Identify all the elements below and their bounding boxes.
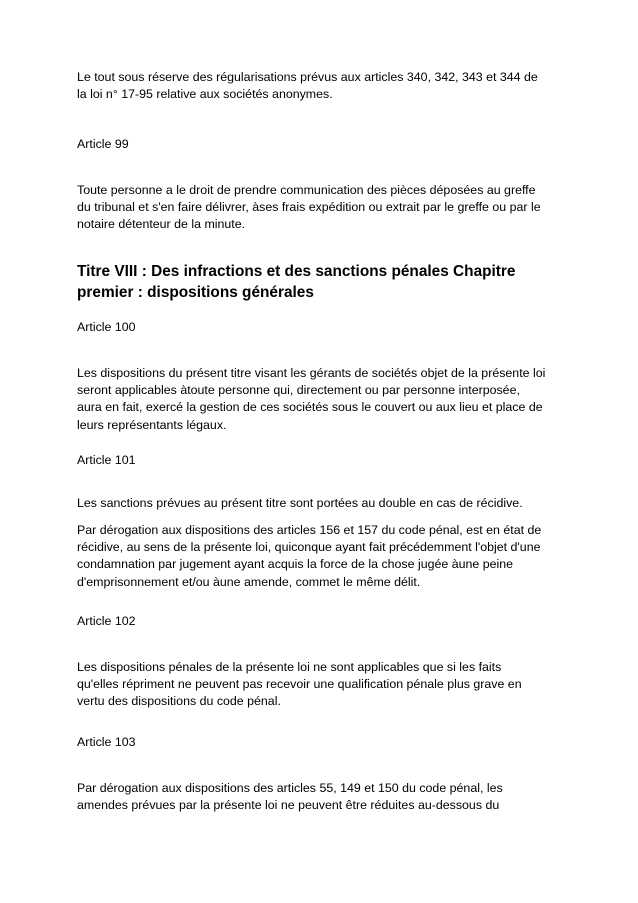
text-line: Par dérogation aux dispositions des articles 156 et 157 du code pénal, est en état de (77, 523, 542, 537)
text-line: notaire détenteur de la minute. (77, 217, 246, 232)
text-line: récidive, au sens de la présente loi, quiconque ayant fait précédemment l'objet d'une (77, 540, 541, 555)
paragraph-communication (77, 182, 572, 234)
text-line: aura en fait, exercé la gestion de ces sociétés sous le couvert ou aux lieu et place de (77, 400, 543, 415)
text-line: Toute personne a le droit de prendre communication des pièces déposées au greffe (77, 183, 536, 197)
paragraph-recidive (77, 522, 572, 591)
paragraph-dispositions-penales (77, 659, 572, 711)
paragraph-amendes (77, 780, 572, 814)
heading-line: Titre VIII : Des infractions et des sanctions pénales Chapitre (77, 263, 516, 280)
text-line: condamnation par jugement ayant acquis la force de la chose jugée àune peine (77, 557, 514, 572)
paragraph-dispositions-gerants (77, 365, 572, 434)
article-103-label (77, 734, 572, 751)
text-line: Les sanctions prévues au présent titre sont portées au double en cas de récidive. (77, 496, 523, 510)
article-101-label (77, 452, 572, 469)
text-line: Les dispositions pénales de la présente loi ne sont applicables que si les faits (77, 660, 502, 674)
article-100-label (77, 319, 572, 336)
text-line: Par dérogation aux dispositions des articles 55, 149 et 150 du code pénal, les (77, 781, 503, 795)
text-line: Article 102 (77, 614, 136, 628)
section-heading (77, 262, 572, 303)
paragraph-sanctions-double (77, 495, 572, 512)
text-line: vertu des dispositions du code pénal. (77, 694, 281, 709)
text-line: qu'elles répriment ne peuvent pas recevoir une qualification pénale plus grave en (77, 677, 522, 692)
text-line: amendes prévues par la présente loi ne peuvent être réduites au-dessous du (77, 798, 500, 813)
text-line: la loi n° 17-95 relative aux sociétés anonymes. (77, 87, 333, 102)
text-line: Article 103 (77, 735, 136, 749)
heading-line: premier : dispositions générales (77, 283, 314, 301)
text-line: leurs représentants légaux. (77, 417, 227, 432)
text-line: Article 99 (77, 137, 129, 151)
text-line: Article 101 (77, 453, 136, 467)
article-102-label (77, 613, 572, 630)
text-line: Les dispositions du présent titre visant les gérants de sociétés objet de la présente loi (77, 366, 546, 380)
text-line: d'emprisonnement et/ou àune amende, commet le même délit. (77, 574, 421, 589)
text-line: du tribunal et s'en faire délivrer, àses frais expédition ou extrait par le greffe ou par le (77, 200, 541, 215)
paragraph-reserve (77, 69, 572, 103)
text-line: Article 100 (77, 320, 136, 334)
article-99-label (77, 136, 572, 153)
text-line: seront applicables àtoute personne qui, directement ou par personne interposée, (77, 383, 520, 398)
text-line: Le tout sous réserve des régularisations prévus aux articles 340, 342, 343 et 344 de (77, 70, 538, 84)
